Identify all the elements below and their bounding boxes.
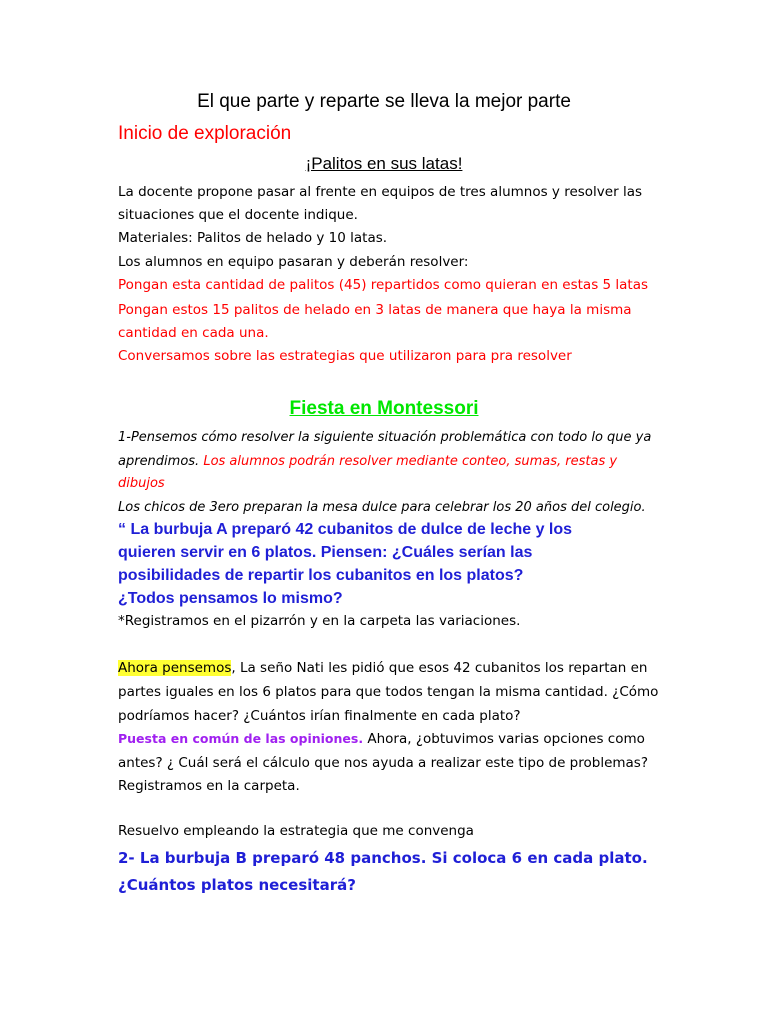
- intro-line-1: La docente propone pasar al frente en equipos de tres alumnos y resolver las: [118, 184, 642, 200]
- problem1-line-4: Los chicos de 3ero preparan la mesa dulce para celebrar los 20 años del colegio.: [118, 500, 646, 515]
- puesta-purple: Puesta en común de las opiniones.: [118, 731, 364, 746]
- resuelvo-line: Resuelvo empleando la estrategia que me convenga: [118, 823, 474, 839]
- instruction-line-4: Conversamos sobre las estrategias que utilizaron para pra resolver: [118, 348, 572, 364]
- problem2-line-2: ¿Cuántos platos necesitará?: [118, 876, 356, 894]
- problem2-line-1: 2- La burbuja B preparó 48 panchos. Si coloca 6 en cada plato.: [118, 849, 648, 867]
- puesta-line-1: [118, 727, 645, 751]
- ahora-line-1-rest: , La seño Nati les pidió que esos 42 cubanitos los repartan en: [231, 660, 648, 676]
- instruction-line-3: cantidad en cada una.: [118, 325, 269, 341]
- quote-line-4: ¿Todos pensamos lo mismo?: [118, 590, 343, 607]
- problem1-line-3: dibujos: [118, 476, 165, 491]
- quote-line-2: quieren servir en 6 platos. Piensen: ¿Cuáles serían las: [118, 544, 533, 561]
- quote-line-1: “ La burbuja A preparó 42 cubanitos de dulce de leche y los: [118, 521, 573, 538]
- problem1-line-1: 1-Pensemos cómo resolver la siguiente situación problemática con todo lo que ya: [118, 430, 652, 445]
- problem1-line-2-red: Los alumnos podrán resolver mediante conteo, sumas, restas y: [199, 454, 618, 469]
- problem1-line-2: [118, 450, 617, 474]
- ahora-line-1: [118, 656, 647, 680]
- intro-line-3: Materiales: Palitos de helado y 10 latas.: [118, 230, 388, 246]
- puesta-line-1-rest: Ahora, ¿obtuvimos varias opciones como: [363, 731, 645, 747]
- register-note: *Registramos en el pizarrón y en la carpeta las variaciones.: [118, 613, 521, 629]
- quote-line-3: posibilidades de repartir los cubanitos en los platos?: [118, 567, 524, 584]
- instruction-line-2: Pongan estos 15 palitos de helado en 3 latas de manera que haya la misma: [118, 302, 632, 318]
- fiesta-heading: [0, 396, 768, 422]
- instruction-line-1: Pongan esta cantidad de palitos (45) repartidos como quieran en estas 5 latas: [118, 277, 649, 293]
- document-title: El que parte y reparte se lleva la mejor parte: [197, 91, 571, 112]
- ahora-highlight: Ahora pensemos: [118, 660, 232, 676]
- intro-line-2: situaciones que el docente indique.: [118, 207, 358, 223]
- problem1-line-2-black: aprendimos.: [118, 454, 200, 469]
- ahora-line-2: partes iguales en los 6 platos para que todos tengan la misma cantidad. ¿Cómo: [118, 684, 659, 700]
- section-heading: Inicio de exploración: [118, 123, 292, 144]
- puesta-line-3: Registramos en la carpeta.: [118, 778, 300, 794]
- intro-line-4: Los alumnos en equipo pasaran y deberán resolver:: [118, 254, 469, 270]
- activity-subtitle-text: ¡Palitos en sus latas!: [305, 154, 463, 173]
- puesta-line-2: antes? ¿ Cuál será el cálculo que nos ayuda a realizar este tipo de problemas?: [118, 755, 649, 771]
- fiesta-heading-text: Fiesta en Montessori: [289, 398, 479, 419]
- ahora-line-3: podríamos hacer? ¿Cuántos irían finalmente en cada plato?: [118, 708, 521, 724]
- activity-subtitle: [0, 152, 768, 176]
